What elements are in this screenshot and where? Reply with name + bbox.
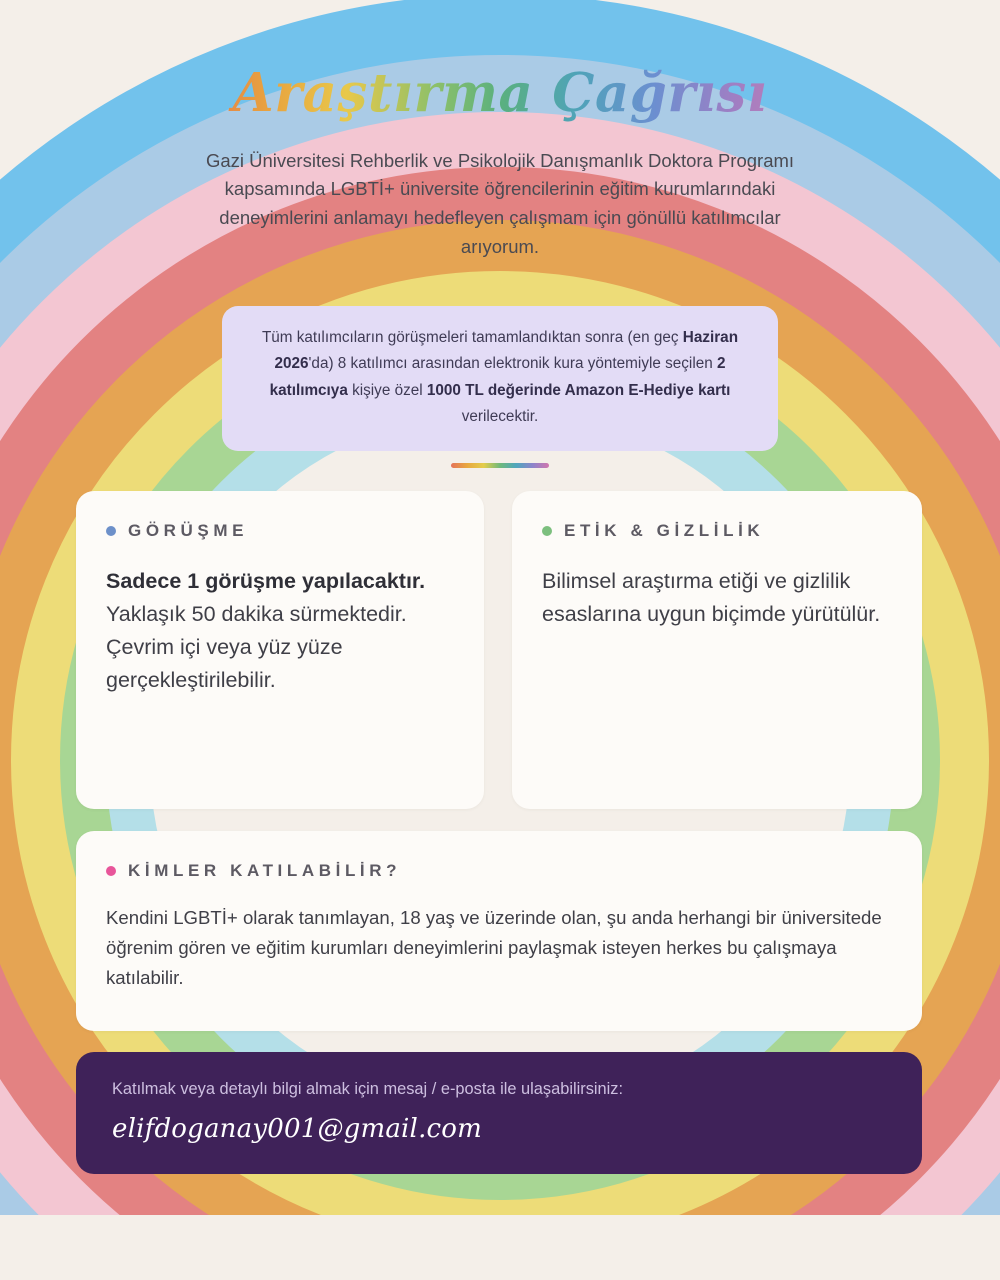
card-label-row [542, 521, 894, 541]
hero-subtitle: Gazi Üniversitesi Rehberlik ve Psikolojik Danışmanlık Doktora Programı kapsamında LGBTİ+ üniversite öğrencilerinin eğitim kurumlarındaki deneyimlerini anlamayı hedefleyen çalışmam için gönüllü katılımcılar arıyorum. [205, 149, 795, 257]
prize-info-box [222, 306, 778, 451]
card-label-text: ETİK & GİZLİLİK [564, 521, 765, 540]
contact-email[interactable]: elifdoganay001@gmail.com [112, 1114, 483, 1145]
card-label-text: GÖRÜŞME [128, 521, 249, 540]
bullet-dot-icon [542, 526, 552, 536]
info-card-kimler-katilabilir [76, 831, 922, 1031]
info-card-gorusme [76, 491, 484, 809]
prize-text: Tüm katılımcıların görüşmeleri tamamlandıktan sonra (en geç Haziran 2026'da) 8 katılımcı arasından elektronik kura yöntemiyle seçilen 2 katılımcıya kişiye özel 1000 TL değerinde Amazon E-Hediye kartı verilecektir. [261, 329, 739, 425]
card-body-text: Sadece 1 görüşme yapılacaktır. Yaklaşık 50 dakika sürmektedir. Çevrim içi veya yüz yüze gerçekleştirilebilir. [106, 569, 426, 692]
hero-section [180, 62, 820, 261]
card-label-row [106, 861, 894, 881]
bullet-dot-icon [106, 526, 116, 536]
rainbow-divider [451, 463, 549, 468]
contact-note: Katılmak veya detaylı bilgi almak için mesaj / e-posta ile ulaşabilirsiniz: [112, 1080, 624, 1098]
card-body-text: Kendini LGBTİ+ olarak tanımlayan, 18 yaş ve üzerinde olan, şu anda herhangi bir üniversitede öğrenim gören ve eğitim kurumları deneyimlerini paylaşmak isteyen herkes bu çalışmaya katılabilir. [106, 907, 882, 989]
page-title: Araştırma Çağrısı [180, 62, 820, 125]
contact-bar [76, 1052, 922, 1174]
card-label-row [106, 521, 456, 541]
card-body-text: Bilimsel araştırma etiği ve gizlilik esaslarına uygun biçimde yürütülür. [542, 569, 881, 626]
bullet-dot-icon [106, 866, 116, 876]
card-label-text: KİMLER KATILABİLİR? [128, 861, 402, 880]
info-card-etik-gizlilik [512, 491, 922, 809]
